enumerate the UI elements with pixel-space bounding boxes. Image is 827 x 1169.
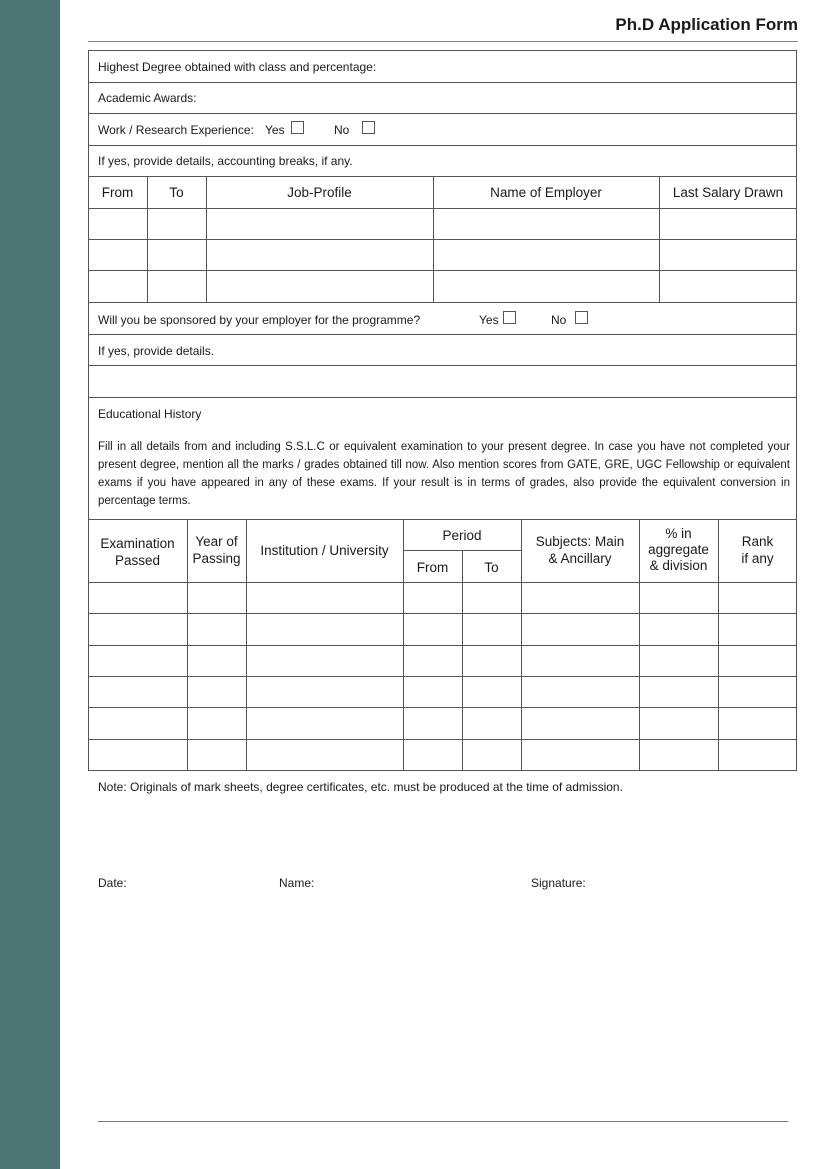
highest-degree-label: Highest Degree obtained with class and percentage: xyxy=(98,60,377,74)
edu-col-period: Period xyxy=(442,528,482,543)
row-divider xyxy=(88,739,797,740)
row-divider xyxy=(88,176,797,177)
row-divider xyxy=(88,613,797,614)
work-col-from: From xyxy=(101,185,134,200)
row-divider xyxy=(88,645,797,646)
side-color-band xyxy=(0,0,60,1169)
work-col-employer: Name of Employer xyxy=(490,185,602,200)
row-divider xyxy=(88,239,797,240)
edu-col-percent: % in aggregate & division xyxy=(648,526,709,573)
work-experience-yes-label: Yes xyxy=(265,123,285,137)
row-divider xyxy=(88,113,797,114)
edu-col-exam: Examination Passed xyxy=(100,536,175,568)
row-divider xyxy=(88,707,797,708)
row-divider xyxy=(88,676,797,677)
row-divider xyxy=(88,270,797,271)
row-divider xyxy=(88,397,797,398)
work-experience-label: Work / Research Experience: xyxy=(98,123,254,137)
date-label: Date: xyxy=(98,876,127,890)
name-label: Name: xyxy=(279,876,315,890)
breaks-details-label: If yes, provide details, accounting breaks, if any. xyxy=(98,154,353,168)
row-divider xyxy=(88,519,797,520)
sponsored-yes-label: Yes xyxy=(479,313,499,327)
title-rule xyxy=(88,41,798,42)
page-title: Ph.D Application Form xyxy=(615,15,798,34)
row-divider xyxy=(88,302,797,303)
admission-note: Note: Originals of mark sheets, degree certificates, etc. must be produced at the time of admission. xyxy=(98,780,623,794)
work-experience-no-label: No xyxy=(334,123,350,137)
work-col-to: To xyxy=(169,185,184,200)
row-divider xyxy=(88,582,797,583)
edu-col-period-to: To xyxy=(484,560,499,575)
work-experience-no-checkbox[interactable] xyxy=(362,121,375,134)
signature-label: Signature: xyxy=(531,876,586,890)
edu-col-subjects: Subjects: Main & Ancillary xyxy=(535,534,625,566)
sponsored-yes-checkbox[interactable] xyxy=(503,311,516,324)
column-divider xyxy=(462,550,463,771)
row-divider xyxy=(88,365,797,366)
edu-col-year: Year of Passing xyxy=(192,534,241,566)
sponsor-details-label: If yes, provide details. xyxy=(98,344,215,358)
footer-rule xyxy=(98,1121,788,1122)
edu-col-period-from: From xyxy=(416,560,449,575)
row-divider xyxy=(88,145,797,146)
academic-awards-label: Academic Awards: xyxy=(98,91,197,105)
sponsored-label: Will you be sponsored by your employer for the programme? xyxy=(98,313,421,327)
row-divider xyxy=(88,334,797,335)
work-col-job-profile: Job-Profile xyxy=(287,185,352,200)
work-experience-yes-checkbox[interactable] xyxy=(291,121,304,134)
edu-col-institution: Institution / University xyxy=(260,543,389,558)
education-instructions: Fill in all details from and including S.S.L.C or equivalent examination to your present degree. In case you have not completed your present degree, mention all the marks / grades obtained till now. Also mention scores from GATE, GRE, UGC Fellowship or equivalent exams if you have appeared in any of these exams. If your result is in terms of grades, also provide the equivalent conversion in percentage terms. xyxy=(98,441,790,507)
edu-col-rank: Rank if any xyxy=(741,534,774,566)
sponsored-no-checkbox[interactable] xyxy=(575,311,588,324)
row-divider xyxy=(88,82,797,83)
education-heading: Educational History xyxy=(98,407,202,421)
sponsored-no-label: No xyxy=(551,313,567,327)
work-col-salary: Last Salary Drawn xyxy=(672,185,784,200)
column-divider xyxy=(403,519,404,771)
row-divider xyxy=(88,208,797,209)
